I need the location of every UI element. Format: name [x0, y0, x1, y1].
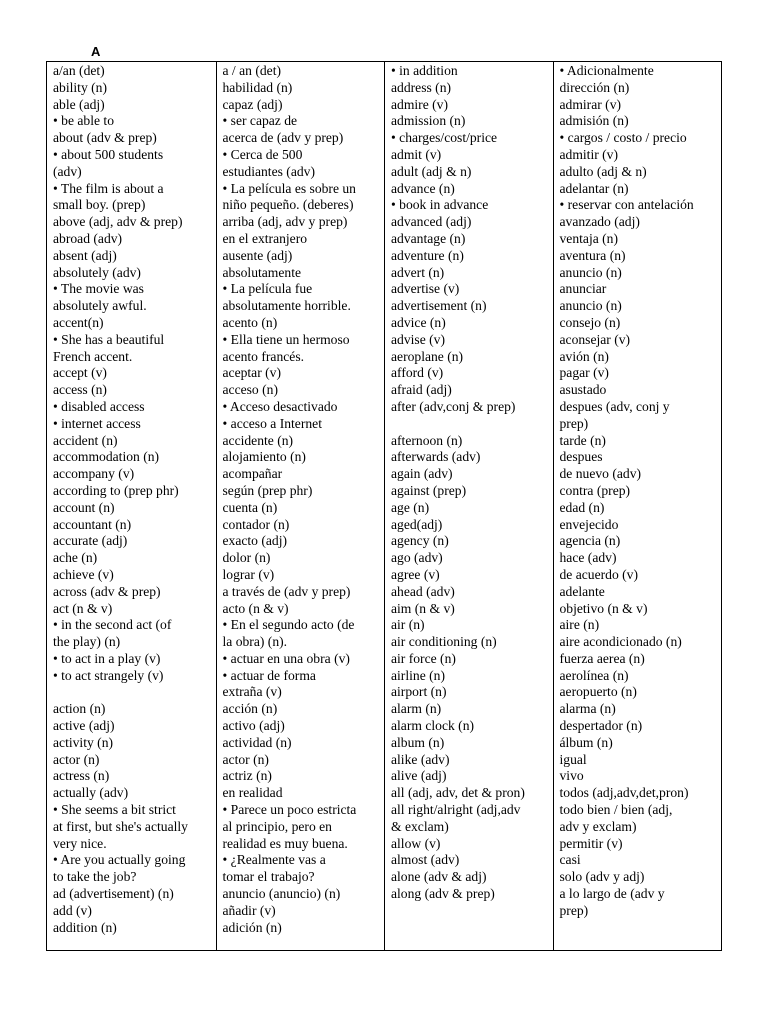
vocab-entry-line: according to (prep phr): [53, 482, 179, 498]
vocab-entry-line: • The film is about a: [53, 180, 164, 196]
vocab-entry-line: admirar (v): [559, 96, 622, 112]
vocab-entry-line: niño pequeño. (deberes): [222, 197, 354, 213]
vocab-entry-line: & exclam): [391, 818, 449, 834]
vocab-entry-line: (adv): [53, 163, 82, 179]
vocab-entry-line: aged(adj): [391, 516, 443, 532]
vocab-entry-line: • in the second act (of: [53, 617, 172, 633]
vocab-entry-line: alojamiento (n): [222, 449, 306, 465]
vocab-entry-line: • about 500 students: [53, 146, 164, 162]
vocab-entry-line: small boy. (prep): [53, 197, 146, 213]
vocab-entry-line: hace (adv): [559, 550, 617, 566]
vocab-entry-line: afternoon (n): [391, 432, 463, 448]
vocab-entry-line: above (adj, adv & prep): [53, 214, 183, 230]
vocab-entry-line: accommodation (n): [53, 449, 160, 465]
vocab-entry-line: add (v): [53, 902, 92, 918]
vocab-entry-line: prep): [559, 902, 589, 918]
vocab-entry-line: acompañar: [222, 466, 283, 482]
vocab-entry-line: aeroplane (n): [391, 348, 464, 364]
vocab-entry-line: admisión (n): [559, 113, 629, 129]
vocab-entry-line: arriba (adj, adv y prep): [222, 214, 348, 230]
vocab-entry-line: agree (v): [391, 566, 440, 582]
vocab-entry-line: lograr (v): [222, 566, 275, 582]
vocab-entry-line: acento francés.: [222, 348, 305, 364]
vocab-entry-line: aire acondicionado (n): [559, 634, 682, 650]
vocab-entry-line: acerca de (adv y prep): [222, 130, 344, 146]
vocab-entry-line: achieve (v): [53, 566, 114, 582]
vocab-entry-line: able (adj): [53, 96, 105, 112]
vocab-entry-line: age (n): [391, 499, 430, 515]
vocab-entry-line: acto (n & v): [222, 600, 289, 616]
vocab-entry-line: alive (adj): [391, 768, 447, 784]
vocab-entry-line: todo bien / bien (adj,: [559, 802, 673, 818]
vocab-entry-line: accountant (n): [53, 516, 132, 532]
vocab-entry-line: aire (n): [559, 617, 600, 633]
vocab-entry-line: la obra) (n).: [222, 634, 288, 650]
vocab-entry-line: access (n): [53, 382, 107, 398]
vocab-entry-line: almost (adv): [391, 852, 460, 868]
vocab-entry-line: adult (adj & n): [391, 163, 472, 179]
vocab-entry-line: ausente (adj): [222, 247, 293, 263]
vocab-entry-line: ahead (adv): [391, 583, 455, 599]
vocab-entry-line: aerolínea (n): [559, 667, 629, 683]
vocab-entry-line: tomar el trabajo?: [222, 869, 315, 885]
vocab-entry-line: • Parece un poco estricta: [222, 802, 357, 818]
vocab-entry-line: en realidad: [222, 785, 283, 801]
vocab-entry-line: admission (n): [391, 113, 466, 129]
vocab-entry-line: • Acceso desactivado: [222, 398, 338, 414]
vocab-entry-line: fuerza aerea (n): [559, 650, 645, 666]
vocab-entry-line: prep): [559, 415, 589, 431]
vocab-entry-line: account (n): [53, 499, 115, 515]
vocab-entry-line: aeropuerto (n): [559, 684, 637, 700]
vocab-entry-line: casi: [559, 852, 581, 868]
vocab-entry-line: • charges/cost/price: [391, 130, 498, 146]
vocab-entry-line: afraid (adj): [391, 382, 452, 398]
vocab-entry-line: • She has a beautiful: [53, 331, 165, 347]
vocab-entry-line: • Ella tiene un hermoso: [222, 331, 350, 347]
vocab-entry-line: asustado: [559, 382, 607, 398]
vocab-entry-line: [391, 416, 553, 433]
vocab-entry-line: • actuar de forma: [222, 667, 316, 683]
vocab-entry-line: adición (n): [222, 919, 282, 935]
vocab-entry-line: activo (adj): [222, 718, 285, 734]
vocab-entry-line: accept (v): [53, 365, 107, 381]
vocab-entry-line: admitir (v): [559, 146, 619, 162]
vocab-entry-line: • Cerca de 500: [222, 146, 303, 162]
vocab-entry-line: addition (n): [53, 919, 117, 935]
vocab-entry-line: actor (n): [53, 751, 100, 767]
vocab-entry-line: actividad (n): [222, 734, 292, 750]
vocab-entry-line: a/an (det): [53, 63, 105, 78]
vocab-entry-line: contador (n): [222, 516, 290, 532]
vocab-entry-line: alarma (n): [559, 701, 616, 717]
vocab-entry-line: • ¿Realmente vas a: [222, 852, 326, 868]
vocab-entry-line: again (adv): [391, 466, 453, 482]
vocab-entry-line: • cargos / costo / precio: [559, 130, 687, 146]
vocab-entry-line: cuenta (n): [222, 499, 278, 515]
vocab-entry-line: despues: [559, 449, 603, 465]
vocab-entry-line: en el extranjero: [222, 230, 308, 246]
vocab-entry-line: • internet access: [53, 415, 141, 431]
vocab-entry-line: a través de (adv y prep): [222, 583, 351, 599]
vocab-entry-line: estudiantes (adv): [222, 163, 315, 179]
vocab-entry-line: very nice.: [53, 835, 107, 851]
vocab-entry-line: acceso (n): [222, 382, 278, 398]
vocab-entry-line: afford (v): [391, 365, 444, 381]
vocab-entry-line: actually (adv): [53, 785, 129, 801]
vocab-entry-line: advice (n): [391, 314, 446, 330]
vocab-entry-line: actriz (n): [222, 768, 272, 784]
vocab-entry-line: dolor (n): [222, 550, 271, 566]
vocab-entry-line: aventura (n): [559, 247, 626, 263]
vocab-entry-line: anuncio (anuncio) (n): [222, 886, 341, 902]
vocab-entry-line: airport (n): [391, 684, 447, 700]
vocab-entry-line: advise (v): [391, 331, 445, 347]
vocab-entry-line: • Are you actually going: [53, 852, 186, 868]
vocab-entry-line: de acuerdo (v): [559, 566, 638, 582]
vocab-entry-line: a / an (det): [222, 63, 281, 78]
vocab-entry-line: actress (n): [53, 768, 110, 784]
vocab-entry-line: • La película es sobre un: [222, 180, 356, 196]
vocab-entry-line: advert (n): [391, 264, 445, 280]
vocab-entry-line: air (n): [391, 617, 425, 633]
vocab-entry-line: aim (n & v): [391, 600, 455, 616]
vocab-entry-line: aceptar (v): [222, 365, 281, 381]
vocab-entry-line: • acceso a Internet: [222, 415, 322, 431]
vocab-entry-line: at first, but she's actually: [53, 818, 188, 834]
vocab-entry-line: ad (advertisement) (n): [53, 886, 174, 902]
vocab-entry-line: address (n): [391, 79, 452, 95]
vocab-entry-line: • to act in a play (v): [53, 650, 161, 666]
vocab-entry-line: exacto (adj): [222, 533, 288, 549]
vocab-entry-line: accurate (adj): [53, 533, 128, 549]
vocab-entry-line: airline (n): [391, 667, 445, 683]
vocab-entry-line: de nuevo (adv): [559, 466, 642, 482]
vocab-entry-line: adulto (adj & n): [559, 163, 647, 179]
vocab-entry-line: French accent.: [53, 348, 133, 364]
vocab-entry-line: afterwards (adv): [391, 449, 481, 465]
vocab-entry-line: edad (n): [559, 499, 605, 515]
vocab-entry-line: habilidad (n): [222, 79, 293, 95]
vocab-entry-line: admire (v): [391, 96, 448, 112]
vocab-entry-line: advertisement (n): [391, 298, 487, 314]
vocab-entry-line: absolutely (adv): [53, 264, 141, 280]
vocab-entry-line: to take the job?: [53, 869, 137, 885]
vocab-entry-line: consejo (n): [559, 314, 621, 330]
vocab-entry-line: adelantar (n): [559, 180, 629, 196]
vocab-entry-line: añadir (v): [222, 902, 276, 918]
english-words-column-1: [47, 62, 216, 950]
vocab-entry-line: todos (adj,adv,det,pron): [559, 785, 689, 801]
vocab-entry-line: • ser capaz de: [222, 113, 298, 129]
vocab-entry-line: según (prep phr): [222, 482, 313, 498]
vocab-entry-line: • actuar en una obra (v): [222, 650, 350, 666]
vocab-entry-line: air conditioning (n): [391, 634, 497, 650]
vocab-entry-line: anuncio (n): [559, 298, 622, 314]
vocab-entry-line: al principio, pero en: [222, 818, 332, 834]
vocab-entry-line: agency (n): [391, 533, 449, 549]
vocab-entry-line: ache (n): [53, 550, 98, 566]
vocab-entry-line: adelante: [559, 583, 605, 599]
vocab-entry-line: alone (adv & adj): [391, 869, 487, 885]
vocab-entry-line: [53, 684, 216, 701]
vocab-entry-line: anuncio (n): [559, 264, 622, 280]
vocab-entry-line: • She seems a bit strict: [53, 802, 176, 818]
vocab-entry-line: advertise (v): [391, 281, 460, 297]
vocab-entry-line: absolutamente horrible.: [222, 298, 351, 314]
vocab-entry-line: adv y exclam): [559, 818, 637, 834]
vocab-entry-line: vivo: [559, 768, 584, 784]
vocab-entry-line: acento (n): [222, 314, 278, 330]
vocab-entry-line: • book in advance: [391, 197, 489, 213]
vocab-entry-line: igual: [559, 751, 587, 767]
vocab-entry-line: adventure (n): [391, 247, 464, 263]
vocab-entry-line: realidad es muy buena.: [222, 835, 348, 851]
vocab-entry-line: dirección (n): [559, 79, 630, 95]
vocab-entry-line: envejecido: [559, 516, 619, 532]
vocab-entry-line: álbum (n): [559, 734, 613, 750]
vocab-entry-line: across (adv & prep): [53, 583, 161, 599]
vocab-entry-line: tarde (n): [559, 432, 606, 448]
vocab-entry-line: ago (adv): [391, 550, 443, 566]
vocab-entry-line: • be able to: [53, 113, 114, 129]
vocab-entry-line: ability (n): [53, 79, 107, 95]
vocab-entry-line: alarm (n): [391, 701, 442, 717]
vocab-entry-line: absolutamente: [222, 264, 302, 280]
vocab-entry-line: the play) (n): [53, 634, 121, 650]
vocab-entry-line: acción (n): [222, 701, 278, 717]
vocab-entry-line: solo (adv y adj): [559, 869, 645, 885]
vocab-entry-line: avión (n): [559, 348, 609, 364]
vocab-entry-line: • in addition: [391, 63, 458, 78]
vocab-entry-line: contra (prep): [559, 482, 631, 498]
vocab-entry-line: against (prep): [391, 482, 467, 498]
vocab-entry-line: admit (v): [391, 146, 442, 162]
vocab-entry-line: all right/alright (adj,adv: [391, 802, 521, 818]
vocab-entry-line: alarm clock (n): [391, 718, 475, 734]
vocab-entry-line: accent(n): [53, 314, 104, 330]
vocab-entry-line: air force (n): [391, 650, 456, 666]
vocab-entry-line: album (n): [391, 734, 445, 750]
vocab-entry-line: anunciar: [559, 281, 607, 297]
vocab-entry-line: • En el segundo acto (de: [222, 617, 355, 633]
vocab-entry-line: advanced (adj): [391, 214, 472, 230]
vocab-entry-line: abroad (adv): [53, 230, 123, 246]
vocab-entry-line: actor (n): [222, 751, 269, 767]
vocab-entry-line: after (adv,conj & prep): [391, 398, 516, 414]
vocab-entry-line: advantage (n): [391, 230, 466, 246]
vocab-entry-line: allow (v): [391, 835, 441, 851]
vocab-entry-line: activity (n): [53, 734, 114, 750]
vocab-entry-line: • Adicionalmente: [559, 63, 654, 78]
vocab-entry-line: objetivo (n & v): [559, 600, 648, 616]
vocab-entry-line: despues (adv, conj y: [559, 398, 670, 414]
vocab-entry-line: all (adj, adv, det & pron): [391, 785, 525, 801]
vocab-entry-line: advance (n): [391, 180, 455, 196]
vocab-entry-line: agencia (n): [559, 533, 621, 549]
vocab-entry-line: action (n): [53, 701, 106, 717]
vocab-entry-line: capaz (adj): [222, 96, 283, 112]
spanish-translations-column-2: [553, 62, 722, 950]
vocab-entry-line: avanzado (adj): [559, 214, 640, 230]
vocab-entry-line: ventaja (n): [559, 230, 618, 246]
vocab-entry-line: aconsejar (v): [559, 331, 631, 347]
vocab-entry-line: despertador (n): [559, 718, 643, 734]
vocab-entry-line: pagar (v): [559, 365, 609, 381]
vocab-entry-line: • La película fue: [222, 281, 313, 297]
vocab-entry-line: a lo largo de (adv y: [559, 886, 665, 902]
vocab-entry-line: accidente (n): [222, 432, 294, 448]
vocab-entry-line: absent (adj): [53, 247, 117, 263]
vocab-entry-line: • to act strangely (v): [53, 667, 164, 683]
vocab-entry-line: act (n & v): [53, 600, 113, 616]
spanish-translations-column-1: [216, 62, 385, 950]
vocab-entry-line: accompany (v): [53, 466, 135, 482]
section-letter-heading: A: [91, 44, 101, 59]
vocab-entry-line: accident (n): [53, 432, 118, 448]
vocab-entry-line: about (adv & prep): [53, 130, 157, 146]
vocab-entry-line: absolutely awful.: [53, 298, 147, 314]
vocab-entry-line: active (adj): [53, 718, 115, 734]
vocabulary-table: [46, 61, 722, 951]
vocab-entry-line: • reservar con antelación: [559, 197, 694, 213]
vocab-entry-line: • disabled access: [53, 398, 145, 414]
vocab-entry-line: permitir (v): [559, 835, 623, 851]
vocab-entry-line: along (adv & prep): [391, 886, 495, 902]
vocab-entry-line: alike (adv): [391, 751, 450, 767]
vocab-entry-line: • The movie was: [53, 281, 144, 297]
vocab-entry-line: extraña (v): [222, 684, 282, 700]
english-words-column-2: [384, 62, 553, 950]
